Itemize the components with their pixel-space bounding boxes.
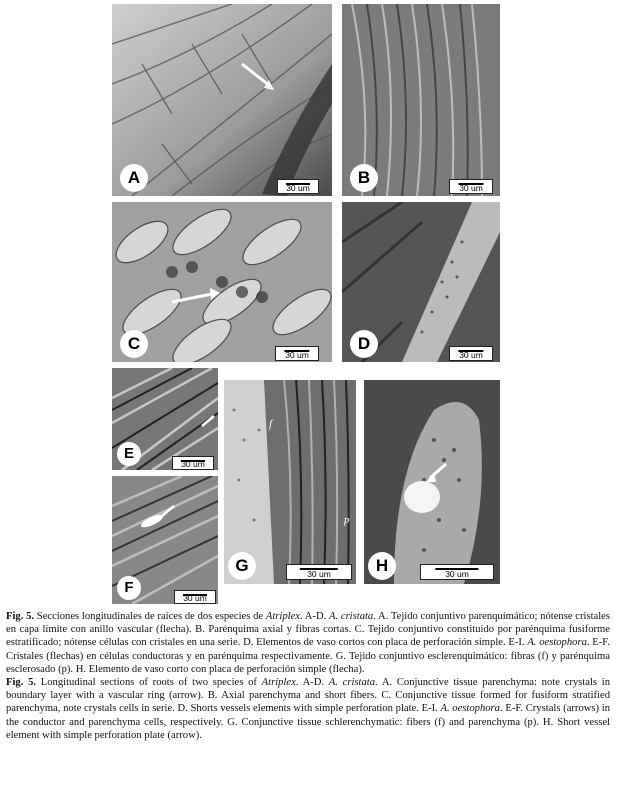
micrograph-a-image bbox=[112, 4, 332, 196]
scale-text-c: 30 um bbox=[285, 350, 309, 360]
scale-bar-d bbox=[449, 346, 493, 361]
caption-en-sp2: A. oestophora bbox=[440, 703, 500, 715]
micrograph-panel-d bbox=[342, 202, 500, 362]
scale-text-g: 30 um bbox=[307, 569, 331, 579]
panel-label-f: F bbox=[117, 576, 141, 600]
scale-bar-f bbox=[174, 590, 216, 604]
caption-es-t2: . A-D. bbox=[299, 611, 329, 622]
panel-label-g: G bbox=[228, 552, 256, 580]
scale-bar-g bbox=[286, 564, 352, 580]
micrograph-panel-c bbox=[112, 202, 332, 362]
caption-en-t1: Longitudinal sections of roots of two species of bbox=[36, 677, 262, 689]
scale-bar-b bbox=[449, 179, 493, 194]
caption-es-sp1: A. cristata bbox=[329, 611, 374, 622]
caption-spanish bbox=[6, 610, 610, 676]
scale-text-f: 30 um bbox=[183, 593, 207, 603]
panel-label-a: A bbox=[120, 164, 148, 192]
caption-es-sp2: A. oestophora bbox=[527, 637, 587, 649]
micrograph-panel-g bbox=[224, 380, 356, 584]
panel-label-d: D bbox=[350, 330, 378, 358]
figure-caption bbox=[6, 610, 610, 742]
caption-en-t2: . A-D. bbox=[295, 677, 329, 689]
micrograph-panel-a bbox=[112, 4, 332, 196]
micrograph-panel-f bbox=[112, 476, 218, 604]
caption-es-t1: Secciones longitudinales de raíces de dos especies de bbox=[34, 611, 266, 622]
caption-es-fig: Fig. 5. bbox=[6, 611, 35, 622]
panel-label-e: E bbox=[117, 442, 141, 466]
scale-bar-h bbox=[420, 564, 494, 580]
micrograph-panel-b bbox=[342, 4, 500, 196]
caption-es-genus: Atriplex bbox=[265, 611, 300, 622]
caption-en-fig: Fig. 5. bbox=[6, 677, 37, 689]
caption-en-genus: Atriplex bbox=[261, 677, 296, 689]
caption-es-t3: . A. Tejido conjuntivo parenquimático; nótense cristales en capa límite con anillo vascular (flecha). B. Parénquima axial y fibras cortas. C. Tejido conjuntivo constituido por parénquima fusiforme estratificado; nótense células con cristales en una serie. D. Elementos de vaso cortos con placa de perforación simple. E-I. bbox=[6, 611, 610, 649]
caption-en-sp1: A. cristata bbox=[328, 677, 376, 689]
scale-bar-a bbox=[277, 179, 319, 194]
parenchyma-label-p: p bbox=[344, 514, 350, 526]
micrograph-panel-e bbox=[112, 368, 218, 470]
scale-text-d: 30 um bbox=[459, 350, 483, 360]
panel-label-c: C bbox=[120, 330, 148, 358]
scale-text-b: 30 um bbox=[459, 183, 483, 193]
scale-bar-e bbox=[172, 456, 214, 470]
caption-en-t4: . E-F. Crystals (arrows) in the conductor and parenchyma cells, respectively. G. Conjunctive tissue schlerenchymatic: fibers (f) and parenchyma (p). H. Short vessel element with simple perforation plate (arrow). bbox=[6, 703, 610, 741]
scale-text-a: 30 um bbox=[286, 183, 310, 193]
caption-en-t3: . A. Conjunctive tissue parenchyma: note crystals in boundary layer with a vascular ring (arrow). B. Axial parenchyma and short fibers. C. Conjunctive tissue formed for fusiform stratified parenchyma, note crystals cells in serie. D. Shorts vessels elements with simple perforation plate. E-I. bbox=[6, 677, 610, 715]
panel-label-h: H bbox=[368, 552, 396, 580]
micrograph-panel-h bbox=[364, 380, 500, 584]
fiber-label-f: f bbox=[269, 418, 273, 430]
scale-text-h: 30 um bbox=[445, 569, 469, 579]
panel-label-b: B bbox=[350, 164, 378, 192]
scale-bar-c bbox=[275, 346, 319, 361]
caption-english bbox=[6, 676, 610, 742]
caption-es-t4: . E-F. Cristales (flechas) en células conductoras y en parénquima respectivamente. G. Tejido conjuntivo esclerenquimático: fibras (f) y parénquima esclerosado (p). H. Elemento de vaso corto con placa de perforación simple (flecha). bbox=[6, 637, 610, 675]
scale-text-e: 30 um bbox=[181, 459, 205, 469]
